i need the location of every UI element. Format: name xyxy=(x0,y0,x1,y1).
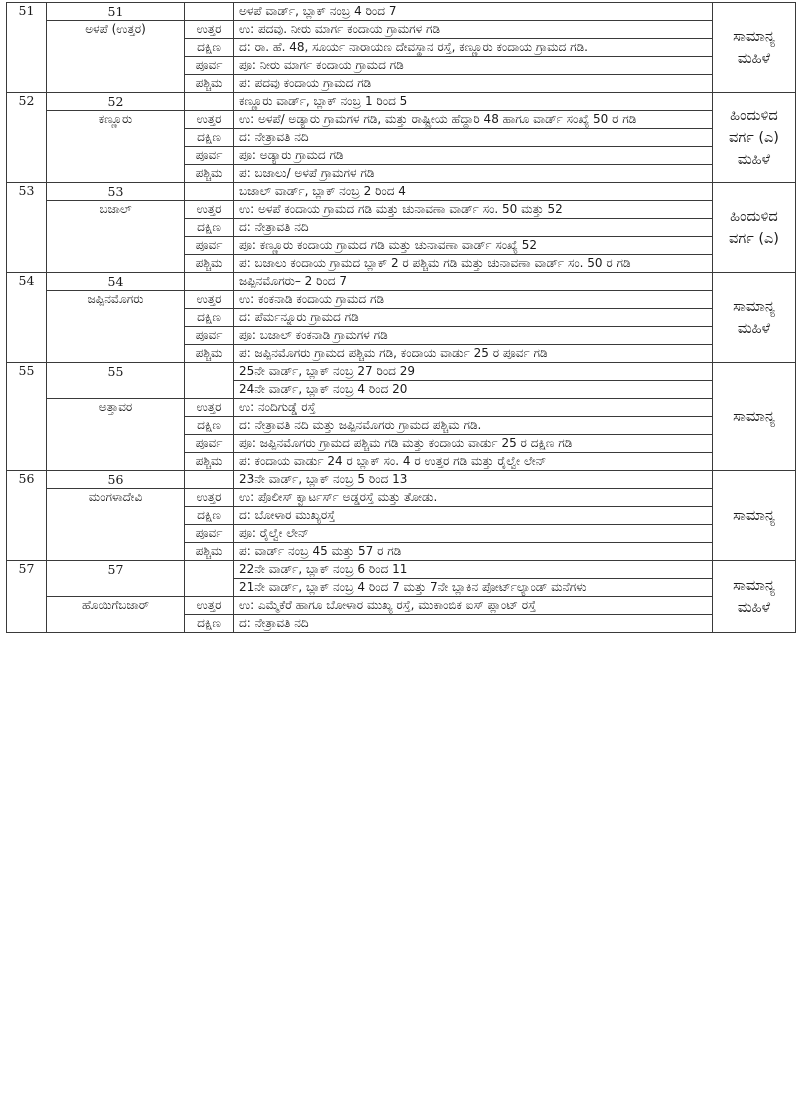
ward-number: 52 xyxy=(47,93,185,111)
boundary-direction: ದಕ್ಷಿಣ xyxy=(185,129,234,147)
boundary-direction: ದಕ್ಷಿಣ xyxy=(185,615,234,633)
boundary-description: ಪೂ: ರೈಲ್ವೇ ಲೇನ್ xyxy=(234,525,713,543)
ward-number: 53 xyxy=(47,183,185,201)
boundary-description: ದ: ರಾ. ಹೆ. 48, ಸೂರ್ಯ ನಾರಾಯಣ ದೇವಸ್ಥಾನ ರಸ್ತೆ, ಕಣ್ಣೂರು ಕಂದಾಯ ಗ್ರಾಮದ ಗಡಿ. xyxy=(234,39,713,57)
serial-number: 56 xyxy=(7,471,47,561)
boundary-direction: ಪೂರ್ವ xyxy=(185,237,234,255)
reservation-category: ಹಿಂದುಳಿದ ವರ್ಗ (ಎ) xyxy=(713,183,796,273)
block-description: ಕಣ್ಣೂರು ವಾರ್ಡ್, ಬ್ಲಾಕ್ ನಂಬ್ರ 1 ರಿಂದ 5 xyxy=(234,93,713,111)
ward-name: ಹೊಯಿಗೆಬಜಾರ್ xyxy=(47,597,185,633)
boundary-direction: ಪೂರ್ವ xyxy=(185,147,234,165)
reservation-category: ಸಾಮಾನ್ಯ xyxy=(713,363,796,471)
ward-name: ಅತ್ತಾವರ xyxy=(47,399,185,471)
block-description: 24ನೇ ವಾರ್ಡ್, ಬ್ಲಾಕ್ ನಂಬ್ರ 4 ರಿಂದ 20 xyxy=(234,381,713,399)
reservation-category: ಸಾಮಾನ್ಯ ಮಹಿಳೆ xyxy=(713,561,796,633)
boundary-description: ಪೂ: ನೀರು ಮಾರ್ಗ ಕಂದಾಯ ಗ್ರಾಮದ ಗಡಿ xyxy=(234,57,713,75)
ward-name: ಅಳಪೆ (ಉತ್ತರ) xyxy=(47,21,185,93)
table-row xyxy=(7,489,796,507)
boundary-direction: ಪಶ್ಚಿಮ xyxy=(185,453,234,471)
boundary-description: ಪ: ಪದವು ಕಂದಾಯ ಗ್ರಾಮದ ಗಡಿ xyxy=(234,75,713,93)
boundary-direction: ದಕ್ಷಿಣ xyxy=(185,309,234,327)
boundary-direction: ಪಶ್ಚಿಮ xyxy=(185,75,234,93)
boundary-description: ಪ: ಬಜಾಲು ಕಂದಾಯ ಗ್ರಾಮದ ಬ್ಲಾಕ್ 2 ರ ಪಶ್ಚಿಮ ಗಡಿ ಮತ್ತು ಚುನಾವಣಾ ವಾರ್ಡ್ ಸಂ. 50 ರ ಗಡಿ xyxy=(234,255,713,273)
boundary-description: ದ: ನೇತ್ರಾವತಿ ನದಿ ಮತ್ತು ಜಪ್ಪಿನಮೊಗರು ಗ್ರಾಮದ ಪಶ್ಚಿಮ ಗಡಿ. xyxy=(234,417,713,435)
boundary-description: ಉ: ನಂದಿಗುಡ್ಡೆ ರಸ್ತೆ xyxy=(234,399,713,417)
boundary-direction: ಉತ್ತರ xyxy=(185,399,234,417)
boundary-description: ಉ: ಅಳಪೆ ಕಂದಾಯ ಗ್ರಾಮದ ಗಡಿ ಮತ್ತು ಚುನಾವಣಾ ವಾರ್ಡ್ ಸಂ. 50 ಮತ್ತು 52 xyxy=(234,201,713,219)
serial-number: 52 xyxy=(7,93,47,183)
ward-number: 54 xyxy=(47,273,185,291)
empty-direction-cell xyxy=(185,93,234,111)
boundary-description: ಪೂ: ಕಣ್ಣೂರು ಕಂದಾಯ ಗ್ರಾಮದ ಗಡಿ ಮತ್ತು ಚುನಾವಣಾ ವಾರ್ಡ್ ಸಂಖ್ಯೆ 52 xyxy=(234,237,713,255)
boundary-direction: ಪಶ್ಚಿಮ xyxy=(185,345,234,363)
table-row xyxy=(7,93,796,111)
ward-table-body xyxy=(7,3,796,633)
boundary-direction: ಪೂರ್ವ xyxy=(185,435,234,453)
empty-direction-cell xyxy=(185,183,234,201)
boundary-direction: ಉತ್ತರ xyxy=(185,291,234,309)
empty-direction-cell xyxy=(185,3,234,21)
block-description: ಬಜಾಲ್ ವಾರ್ಡ್, ಬ್ಲಾಕ್ ನಂಬ್ರ 2 ರಿಂದ 4 xyxy=(234,183,713,201)
table-row xyxy=(7,201,796,219)
reservation-category: ಸಾಮಾನ್ಯ ಮಹಿಳೆ xyxy=(713,3,796,93)
boundary-description: ದ: ನೇತ್ರಾವತಿ ನದಿ xyxy=(234,615,713,633)
boundary-description: ಪ: ಬಜಾಲು/ ಅಳಪೆ ಗ್ರಾಮಗಳ ಗಡಿ xyxy=(234,165,713,183)
boundary-direction: ಪಶ್ಚಿಮ xyxy=(185,543,234,561)
ward-name: ಕಣ್ಣೂರು xyxy=(47,111,185,183)
boundary-description: ದ: ನೇತ್ರಾವತಿ ನದಿ xyxy=(234,219,713,237)
boundary-direction: ಉತ್ತರ xyxy=(185,21,234,39)
boundary-description: ಪ: ಜಪ್ಪಿನಮೊಗರು ಗ್ರಾಮದ ಪಶ್ಚಿಮ ಗಡಿ, ಕಂದಾಯ ವಾರ್ಡು 25 ರ ಪೂರ್ವ ಗಡಿ xyxy=(234,345,713,363)
ward-name: ಜಪ್ಪಿನಮೊಗರು xyxy=(47,291,185,363)
boundary-direction: ಪೂರ್ವ xyxy=(185,57,234,75)
table-row xyxy=(7,363,796,381)
boundary-direction: ಉತ್ತರ xyxy=(185,111,234,129)
table-row xyxy=(7,291,796,309)
block-description: 22ನೇ ವಾರ್ಡ್, ಬ್ಲಾಕ್ ನಂಬ್ರ 6 ರಿಂದ 11 xyxy=(234,561,713,579)
boundary-description: ಪೂ: ಜಪ್ಪಿನಮೊಗರು ಗ್ರಾಮದ ಪಶ್ಚಿಮ ಗಡಿ ಮತ್ತು ಕಂದಾಯ ವಾರ್ಡು 25 ರ ದಕ್ಷಿಣ ಗಡಿ xyxy=(234,435,713,453)
block-description: 25ನೇ ವಾರ್ಡ್, ಬ್ಲಾಕ್ ನಂಬ್ರ 27 ರಿಂದ 29 xyxy=(234,363,713,381)
boundary-direction: ದಕ್ಷಿಣ xyxy=(185,507,234,525)
ward-number: 56 xyxy=(47,471,185,489)
reservation-category: ಸಾಮಾನ್ಯ xyxy=(713,471,796,561)
boundary-direction: ದಕ್ಷಿಣ xyxy=(185,39,234,57)
serial-number: 54 xyxy=(7,273,47,363)
table-row xyxy=(7,399,796,417)
boundary-description: ದ: ಪೆರ್ಮನ್ನೂರು ಗ್ರಾಮದ ಗಡಿ xyxy=(234,309,713,327)
table-row xyxy=(7,183,796,201)
reservation-category: ಸಾಮಾನ್ಯ ಮಹಿಳೆ xyxy=(713,273,796,363)
table-row xyxy=(7,21,796,39)
ward-number: 57 xyxy=(47,561,185,597)
boundary-description: ಪೂ: ಅಡ್ಯಾರು ಗ್ರಾಮದ ಗಡಿ xyxy=(234,147,713,165)
table-row xyxy=(7,471,796,489)
boundary-description: ಪ: ಕಂದಾಯ ವಾರ್ಡು 24 ರ ಬ್ಲಾಕ್ ಸಂ. 4 ರ ಉತ್ತರ ಗಡಿ ಮತ್ತು ರೈಲ್ವೇ ಲೇನ್ xyxy=(234,453,713,471)
table-row xyxy=(7,597,796,615)
table-row xyxy=(7,561,796,579)
boundary-direction: ಉತ್ತರ xyxy=(185,489,234,507)
empty-direction-cell xyxy=(185,363,234,399)
serial-number: 57 xyxy=(7,561,47,633)
table-row xyxy=(7,3,796,21)
ward-boundary-table xyxy=(6,2,796,633)
boundary-description: ದ: ಬೋಳಾರ ಮುಖ್ಯರಸ್ತೆ xyxy=(234,507,713,525)
boundary-direction: ಉತ್ತರ xyxy=(185,201,234,219)
reservation-category: ಹಿಂದುಳಿದ ವರ್ಗ (ಎ) ಮಹಿಳೆ xyxy=(713,93,796,183)
boundary-description: ಉ: ಪೊಲೀಸ್ ಕ್ವಾರ್ಟರ್ಸ್ ಅಡ್ಡರಸ್ತೆ ಮತ್ತು ತೋಡು. xyxy=(234,489,713,507)
boundary-description: ದ: ನೇತ್ರಾವತಿ ನದಿ xyxy=(234,129,713,147)
boundary-direction: ಉತ್ತರ xyxy=(185,597,234,615)
ward-name: ಬಜಾಲ್ xyxy=(47,201,185,273)
boundary-description: ಪ: ವಾರ್ಡ್ ನಂಬ್ರ 45 ಮತ್ತು 57 ರ ಗಡಿ xyxy=(234,543,713,561)
boundary-direction: ಪಶ್ಚಿಮ xyxy=(185,255,234,273)
boundary-description: ಉ: ಪದವು. ನೀರು ಮಾರ್ಗ ಕಂದಾಯ ಗ್ರಾಮಗಳ ಗಡಿ xyxy=(234,21,713,39)
serial-number: 55 xyxy=(7,363,47,471)
boundary-description: ಪೂ: ಬಜಾಲ್ ಕಂಕನಾಡಿ ಗ್ರಾಮಗಳ ಗಡಿ xyxy=(234,327,713,345)
block-description: ಅಳಪೆ ವಾರ್ಡ್, ಬ್ಲಾಕ್ ನಂಬ್ರ 4 ರಿಂದ 7 xyxy=(234,3,713,21)
block-description: 21ನೇ ವಾರ್ಡ್, ಬ್ಲಾಕ್ ನಂಬ್ರ 4 ರಿಂದ 7 ಮತ್ತು 7ನೇ ಬ್ಲಾಕಿನ ಪೋರ್ಟ್‌ಲ್ಯಾಂಡ್ ಮನೆಗಳು xyxy=(234,579,713,597)
empty-direction-cell xyxy=(185,273,234,291)
empty-direction-cell xyxy=(185,561,234,597)
ward-number: 51 xyxy=(47,3,185,21)
boundary-description: ಉ: ಎಮ್ಮೆಕೆರೆ ಹಾಗೂ ಬೋಳಾರ ಮುಖ್ಯ ರಸ್ತೆ, ಮುಕಾಂಬಿಕ ಐಸ್ ಪ್ಲಾಂಟ್ ರಸ್ತೆ xyxy=(234,597,713,615)
empty-direction-cell xyxy=(185,471,234,489)
boundary-description: ಉ: ಅಳಪೆ/ ಅಡ್ಯಾರು ಗ್ರಾಮಗಳ ಗಡಿ, ಮತ್ತು ರಾಷ್ಟ್ರೀಯ ಹೆದ್ದಾರಿ 48 ಹಾಗೂ ವಾರ್ಡ್ ಸಂಖ್ಯೆ 50 ರ ಗಡಿ xyxy=(234,111,713,129)
boundary-direction: ಪೂರ್ವ xyxy=(185,525,234,543)
serial-number: 51 xyxy=(7,3,47,93)
ward-name: ಮಂಗಳಾದೇವಿ xyxy=(47,489,185,561)
boundary-direction: ಪೂರ್ವ xyxy=(185,327,234,345)
table-row xyxy=(7,273,796,291)
boundary-description: ಉ: ಕಂಕನಾಡಿ ಕಂದಾಯ ಗ್ರಾಮದ ಗಡಿ xyxy=(234,291,713,309)
table-row xyxy=(7,111,796,129)
block-description: ಜಪ್ಪಿನಮೊಗರು– 2 ರಿಂದ 7 xyxy=(234,273,713,291)
block-description: 23ನೇ ವಾರ್ಡ್, ಬ್ಲಾಕ್ ನಂಬ್ರ 5 ರಿಂದ 13 xyxy=(234,471,713,489)
serial-number: 53 xyxy=(7,183,47,273)
boundary-direction: ಪಶ್ಚಿಮ xyxy=(185,165,234,183)
boundary-direction: ದಕ್ಷಿಣ xyxy=(185,219,234,237)
boundary-direction: ದಕ್ಷಿಣ xyxy=(185,417,234,435)
ward-number: 55 xyxy=(47,363,185,399)
